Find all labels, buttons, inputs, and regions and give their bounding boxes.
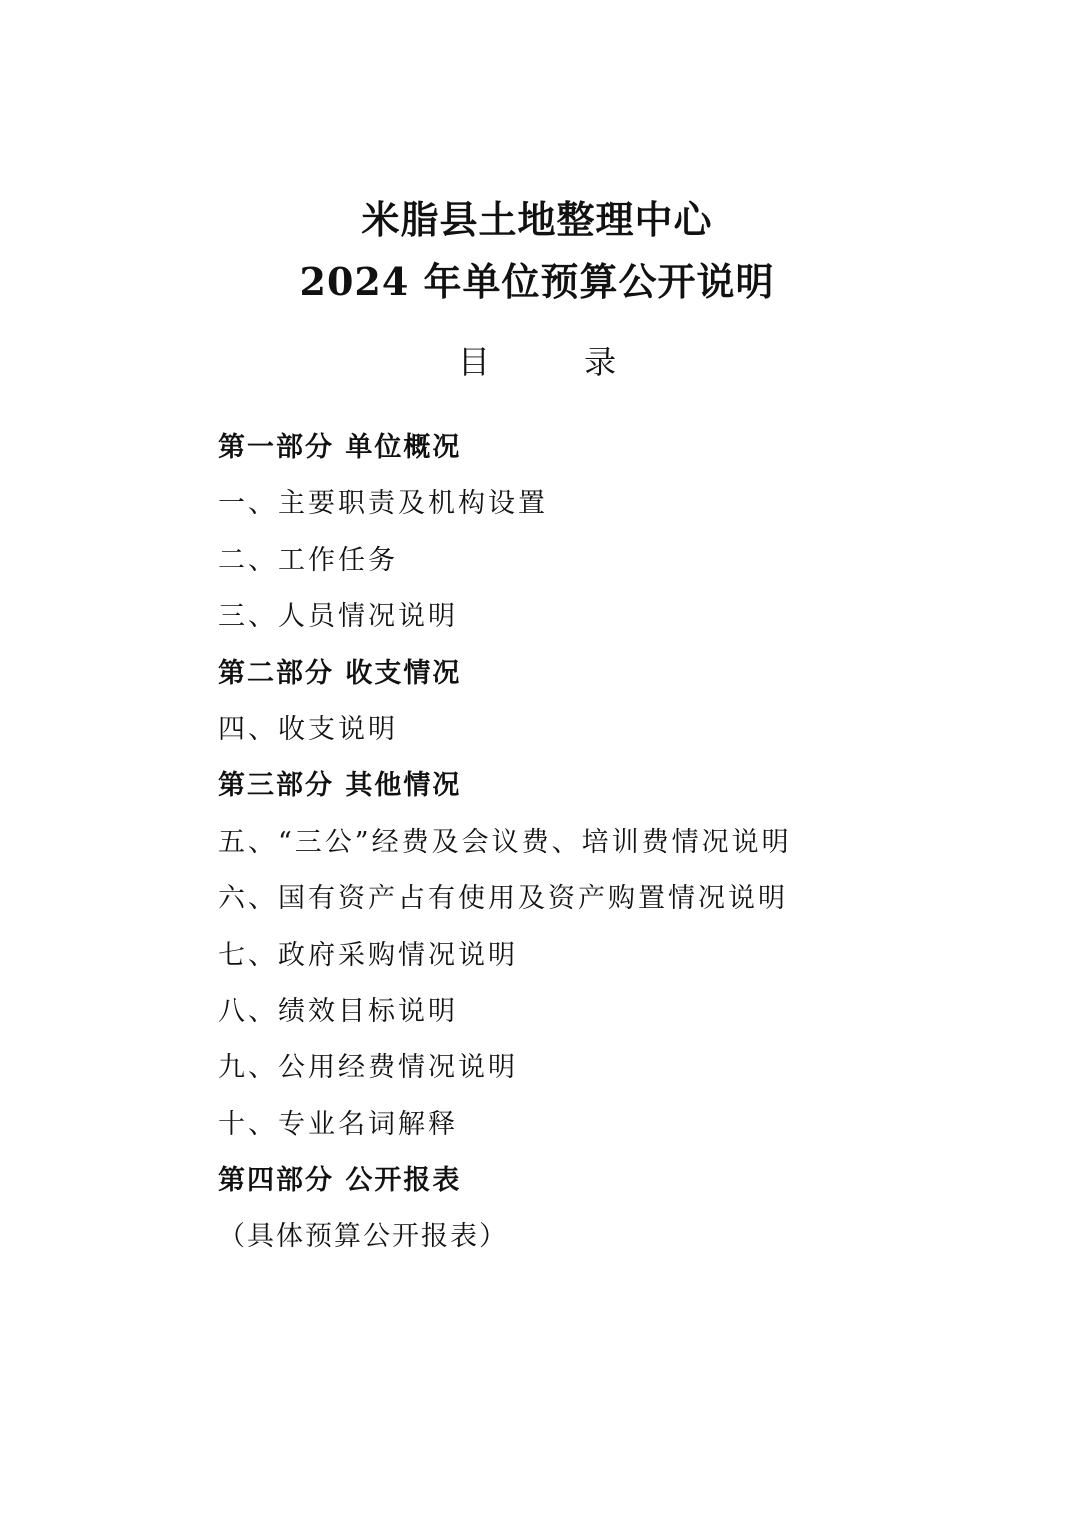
toc-item: 九、公用经费情况说明: [218, 1052, 518, 1084]
toc-item: 二、工作任务: [218, 544, 398, 576]
document-title-line1: 米脂县土地整理中心: [361, 197, 713, 242]
toc-item: 一、主要职责及机构设置: [218, 488, 548, 520]
toc-item: 五、“三公”经费及会议费、培训费情况说明: [218, 826, 792, 858]
toc-heading: 目 录: [457, 343, 659, 381]
toc-part-3: 第三部分 其他情况: [218, 770, 462, 802]
toc-item: 三、人员情况说明: [218, 601, 458, 633]
toc-item: 十、专业名词解释: [218, 1108, 458, 1140]
toc-item: 八、绩效目标说明: [218, 995, 458, 1027]
toc-item: 七、政府采购情况说明: [218, 939, 518, 971]
toc-part-4: 第四部分 公开报表: [218, 1165, 462, 1197]
toc-part-1: 第一部分 单位概况: [218, 432, 462, 463]
toc-part-2: 第二部分 收支情况: [218, 657, 462, 689]
toc-item: 六、国有资产占有使用及资产购置情况说明: [218, 883, 788, 915]
toc-note: （具体预算公开报表）: [218, 1221, 508, 1253]
table-of-contents: [218, 422, 978, 1268]
document-title-line2: 2024 年单位预算公开说明: [299, 259, 775, 304]
toc-item: 四、收支说明: [218, 713, 398, 745]
